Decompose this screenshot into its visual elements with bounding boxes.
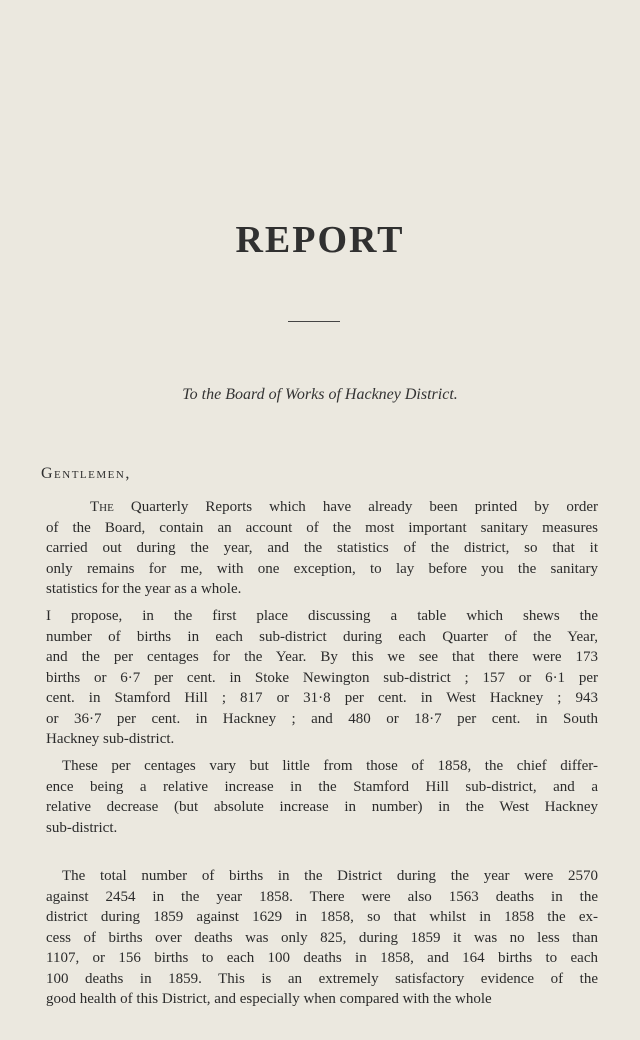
address-line: To the Board of Works of Hackney District. — [182, 386, 458, 403]
paragraph-line: ence being a relative increase in the Stamford Hill sub-district, and a — [46, 778, 598, 795]
paragraph-line: sub-district. — [46, 819, 118, 836]
report-title: REPORT — [235, 219, 405, 261]
salutation: Gentlemen, — [41, 465, 131, 482]
paragraph-2 — [46, 606, 598, 750]
paragraph-4 — [46, 866, 598, 1010]
lead-word: The — [90, 499, 114, 515]
paragraph-line: births or 6·7 per cent. in Stoke Newington sub-district ; 157 or 6·1 per — [46, 669, 598, 686]
paragraph-line: and the per centages for the Year. By this we see that there were 173 — [46, 649, 598, 665]
paragraph-line: against 2454 in the year 1858. There were also 1563 deaths in the — [46, 888, 598, 905]
show-through-table — [40, 275, 600, 490]
paragraph-line: 100 deaths in 1859. This is an extremely satisfactory evidence of the — [46, 970, 598, 987]
line-text: Quarterly Reports which have already been printed by order — [130, 499, 599, 515]
paragraph-line: cent. in Stamford Hill ; 817 or 31·8 per cent. in West Hackney ; 943 — [46, 690, 598, 706]
paragraph-1 — [46, 497, 598, 600]
paragraph-3 — [46, 756, 598, 838]
title-divider — [288, 321, 340, 322]
paragraph-line: cess of births over deaths was only 825, during 1859 it was no less than — [46, 929, 598, 946]
paragraph-line: of the Board, contain an account of the most important sanitary measures — [46, 519, 598, 536]
paragraph-line: number of births in each sub-district during each Quarter of the Year, — [46, 628, 598, 645]
show-through-text — [40, 40, 600, 230]
paragraph-line: only remains for me, with one exception, to lay before you the sanitary — [46, 560, 598, 577]
paragraph-line: I propose, in the first place discussing a table which shews the — [46, 608, 598, 624]
paragraph-line: These per centages vary but little from those of 1858, the chief differ- — [62, 758, 598, 774]
paragraph-line: district during 1859 against 1629 in 1858, so that whilst in 1858 the ex- — [46, 909, 598, 925]
paragraph-line: relative decrease (but absolute increase in number) in the West Hackney — [46, 799, 598, 815]
paragraph-line: or 36·7 per cent. in Hackney ; and 480 or 18·7 per cent. in South — [46, 710, 598, 727]
paragraph-line: good health of this District, and especially when compared with the whole — [46, 991, 492, 1007]
paragraph-line: statistics for the year as a whole. — [46, 581, 242, 597]
paragraph-line: The total number of births in the District during the year were 2570 — [62, 868, 598, 884]
paragraph-line: Hackney sub-district. — [46, 731, 175, 747]
paragraph-line: 1107, or 156 births to each 100 deaths in 1858, and 164 births to each — [46, 950, 598, 966]
paragraph-line — [46, 497, 598, 518]
paragraph-line: carried out during the year, and the statistics of the district, so that it — [46, 540, 598, 556]
